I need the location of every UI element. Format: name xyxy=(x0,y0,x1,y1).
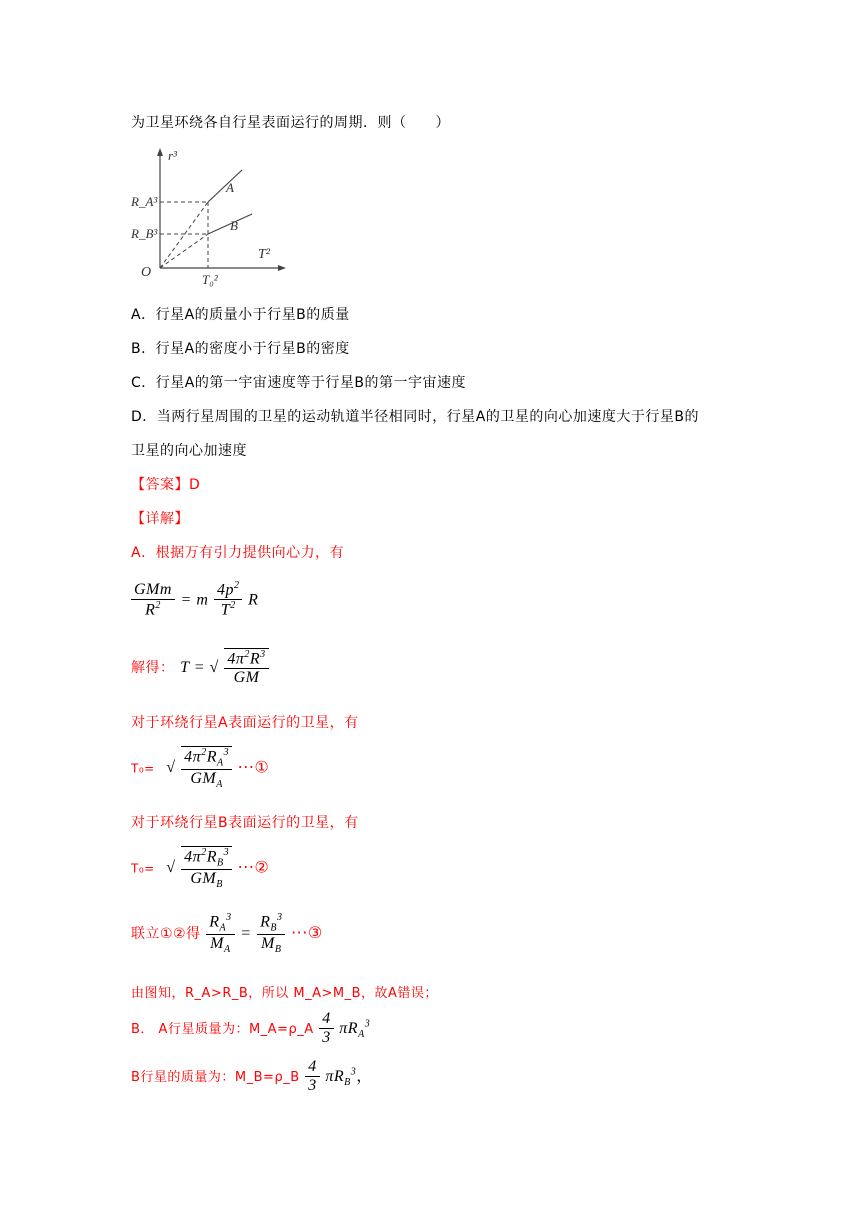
t0-prefix-b: T₀= xyxy=(131,861,155,876)
x-axis-label: T² xyxy=(258,247,270,262)
marker-3: ···③ xyxy=(291,922,323,942)
solve-prefix: 解得： xyxy=(131,660,175,677)
mass-b-prefix: B行星的质量为：M_B=ρ_B xyxy=(131,1070,300,1085)
rb-label: R_B³ xyxy=(131,226,158,241)
question-tail: 为卫星环绕各自行星表面运行的周期．则（ ） xyxy=(131,115,450,131)
formula-mass-a: B． A行星质量为：M_A=ρ_A $\frac{4}{3}$ $\pi R_A^3$ xyxy=(131,1010,371,1046)
solution-step-b-intro: 对于环绕行星B表面运行的卫星，有 xyxy=(131,815,359,831)
option-b: B．行星A的密度小于行星B的密度 xyxy=(131,341,350,357)
marker-2: ···② xyxy=(237,857,270,877)
answer: 【答案】D xyxy=(131,477,201,493)
origin-label: O xyxy=(141,265,152,280)
formula-period: 解得： T = √ $\frac{4\pi^2R^3}{GM}$ xyxy=(131,648,269,687)
marker-1: ···① xyxy=(237,757,270,777)
t0-prefix-a: T₀= xyxy=(131,761,155,776)
detail-heading: 【详解】 xyxy=(131,511,189,527)
t0-label: T₀² xyxy=(202,272,218,287)
formula-t0-a: T₀= √ $\frac{4\pi^2R_A^3}{GM_A}$ ···① xyxy=(131,747,270,790)
solution-step1: A．根据万有引力提供向心力，有 xyxy=(131,545,345,561)
formula-mass-b: B行星的质量为：M_B=ρ_B $\frac{4}{3}$ $\pi R_B^3$， xyxy=(131,1058,373,1094)
formula-combine: 联立①②得 $\frac{R_A^3}{M_A}$ = $\frac{R_B^3}{M_B}$ ···③ xyxy=(131,912,323,955)
option-d: D．当两行星周围的卫星的运动轨道半径相同时，行星A的卫星的向心加速度大于行星B的 xyxy=(131,409,699,425)
option-c: C．行星A的第一宇宙速度等于行星B的第一宇宙速度 xyxy=(131,375,466,391)
formula-t0-b: T₀= √ $\frac{4\pi^2R_B^3}{GM_B}$ ···② xyxy=(131,847,270,890)
line-a-label: A xyxy=(226,180,234,195)
conclusion-a: 由图知，R_A>R_B，所以 M_A>M_B，故A错误； xyxy=(131,986,438,1001)
mass-a-prefix: B． A行星质量为：M_A=ρ_A xyxy=(131,1022,314,1037)
r3-t2-graph xyxy=(128,140,288,290)
solution-step-a-intro: 对于环绕行星A表面运行的卫星，有 xyxy=(131,715,359,731)
y-axis-label: r³ xyxy=(168,148,177,163)
ra-label: R_A³ xyxy=(131,194,158,209)
option-d-cont: 卫星的向心加速度 xyxy=(131,443,247,459)
formula-gravitation: $\frac{\text{GMm}}{R^2}$ = m $\frac{4p^2}{T^2}$ R xyxy=(131,580,258,620)
line-b-label: B xyxy=(230,218,238,233)
trailing-comma: ， xyxy=(356,1066,373,1085)
option-a: A．行星A的质量小于行星B的质量 xyxy=(131,307,350,323)
combine-prefix: 联立①②得 xyxy=(131,925,201,942)
